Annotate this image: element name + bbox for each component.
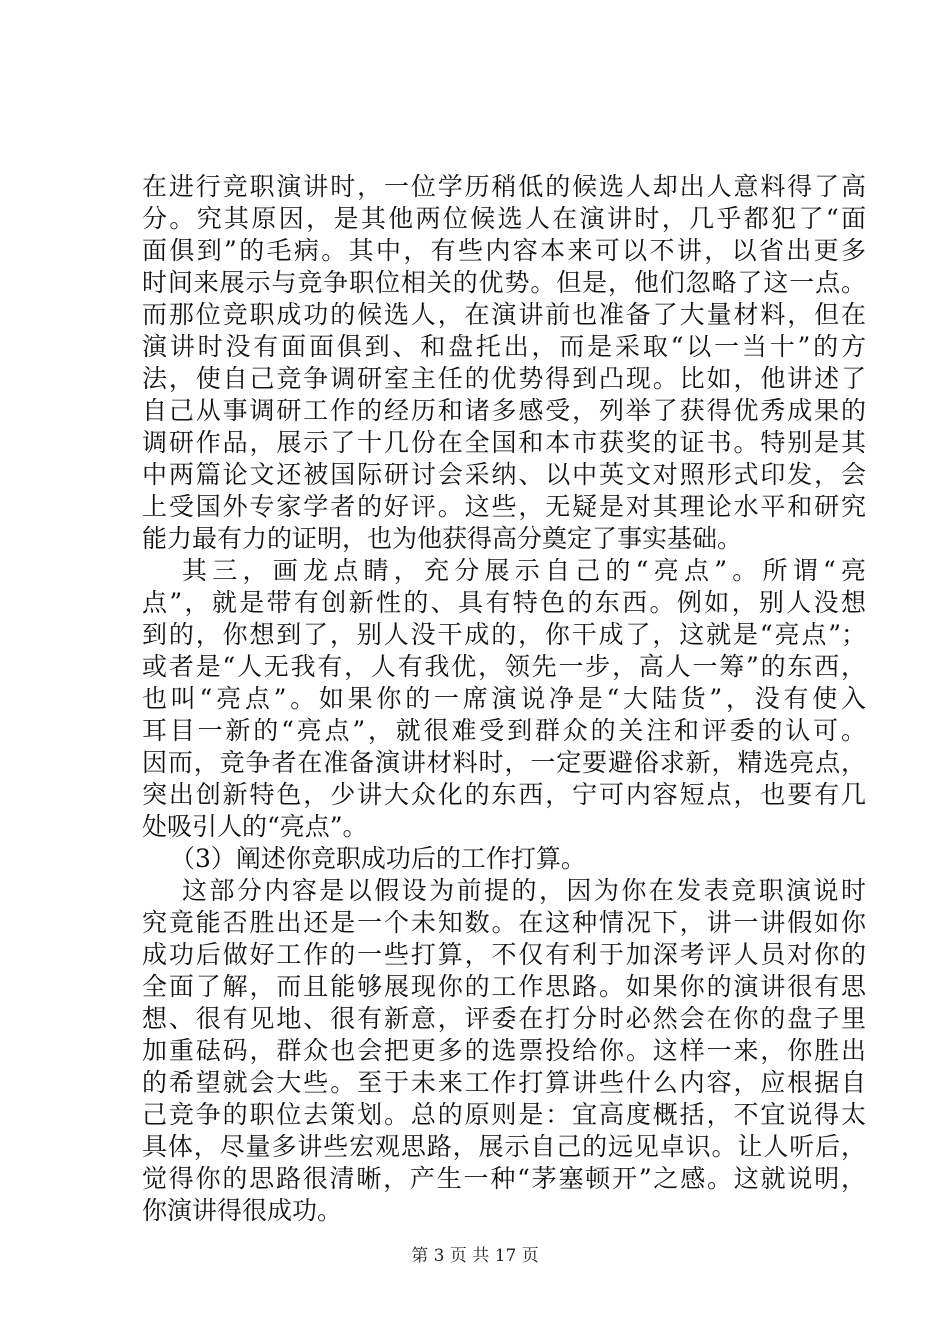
- text-line: 而那位竞职成功的候选人，在演讲前也准备了大量材料，但在: [142, 300, 866, 329]
- text-line: 突出创新特色，少讲大众化的东西，宁可内容短点，也要有几: [142, 780, 866, 809]
- text-line: 调研作品，展示了十几份在全国和本市获奖的证书。特别是其: [142, 428, 866, 457]
- text-line: 成功后做好工作的一些打算，不仅有利于加深考评人员对你的: [142, 940, 866, 969]
- text-line: 上受国外专家学者的好评。这些，无疑是对其理论水平和研究: [142, 492, 866, 521]
- text-line: 因而，竞争者在准备演讲材料时，一定要避俗求新，精选亮点，: [142, 748, 866, 777]
- text-line: 分。究其原因，是其他两位候选人在演讲时，几乎都犯了“面: [142, 204, 866, 233]
- text-line: 自己从事调研工作的经历和诸多感受，列举了获得优秀成果的: [142, 396, 866, 425]
- text-line: 或者是“人无我有，人有我优，领先一步，高人一筹”的东西，: [142, 652, 866, 681]
- text-line: 法，使自己竞争调研室主任的优势得到凸现。比如，他讲述了: [142, 364, 866, 393]
- text-line: 己竞争的职位去策划。总的原则是：宜高度概括，不宜说得太: [142, 1100, 866, 1129]
- document-body: [142, 171, 866, 1227]
- text-line: 演讲时没有面面俱到、和盘托出，而是采取“以一当十”的方: [142, 332, 866, 361]
- text-line: 在进行竞职演讲时，一位学历稍低的候选人却出人意料得了高: [142, 172, 866, 201]
- text-line: 中两篇论文还被国际研讨会采纳、以中英文对照形式印发，会: [142, 460, 866, 489]
- text-line: 能力最有力的证明，也为他获得高分奠定了事实基础。: [142, 524, 743, 553]
- text-line: 也叫“亮点”。如果你的一席演说净是“大陆货”，没有使入: [142, 684, 866, 713]
- text-line: 这部分内容是以假设为前提的，因为你在发表竞职演说时: [182, 876, 866, 905]
- text-line: 的希望就会大些。至于未来工作打算讲些什么内容，应根据自: [142, 1068, 866, 1097]
- text-line: 时间来展示与竞争职位相关的优势。但是，他们忽略了这一点。: [142, 268, 866, 297]
- text-line: 其三，画龙点睛，充分展示自己的“亮点”。所谓“亮: [182, 556, 866, 585]
- section-heading: （3）阐述你竞职成功后的工作打算。: [170, 844, 586, 873]
- page-number-footer: 第 3 页 共 17 页: [411, 1246, 539, 1266]
- text-line: 处吸引人的“亮点”。: [142, 812, 368, 841]
- text-line: 面俱到”的毛病。其中，有些内容本来可以不讲，以省出更多: [142, 236, 866, 265]
- text-line: 全面了解，而且能够展现你的工作思路。如果你的演讲很有思: [142, 972, 866, 1001]
- text-line: 觉得你的思路很清晰，产生一种“茅塞顿开”之感。这就说明，: [142, 1164, 866, 1193]
- text-line: 究竟能否胜出还是一个未知数。在这种情况下，讲一讲假如你: [142, 908, 866, 937]
- text-line: 你演讲得很成功。: [142, 1196, 343, 1225]
- text-line: 点”，就是带有创新性的、具有特色的东西。例如，别人没想: [142, 588, 866, 617]
- text-line: 到的，你想到了，别人没干成的，你干成了，这就是“亮点”；: [142, 620, 866, 649]
- text-line: 具体，尽量多讲些宏观思路，展示自己的远见卓识。让人听后，: [142, 1132, 866, 1161]
- text-line: 耳目一新的“亮点”，就很难受到群众的关注和评委的认可。: [142, 716, 866, 745]
- text-line: 加重砝码，群众也会把更多的选票投给你。这样一来，你胜出: [142, 1036, 866, 1065]
- text-line: 想、很有见地、很有新意，评委在打分时必然会在你的盘子里: [142, 1004, 866, 1033]
